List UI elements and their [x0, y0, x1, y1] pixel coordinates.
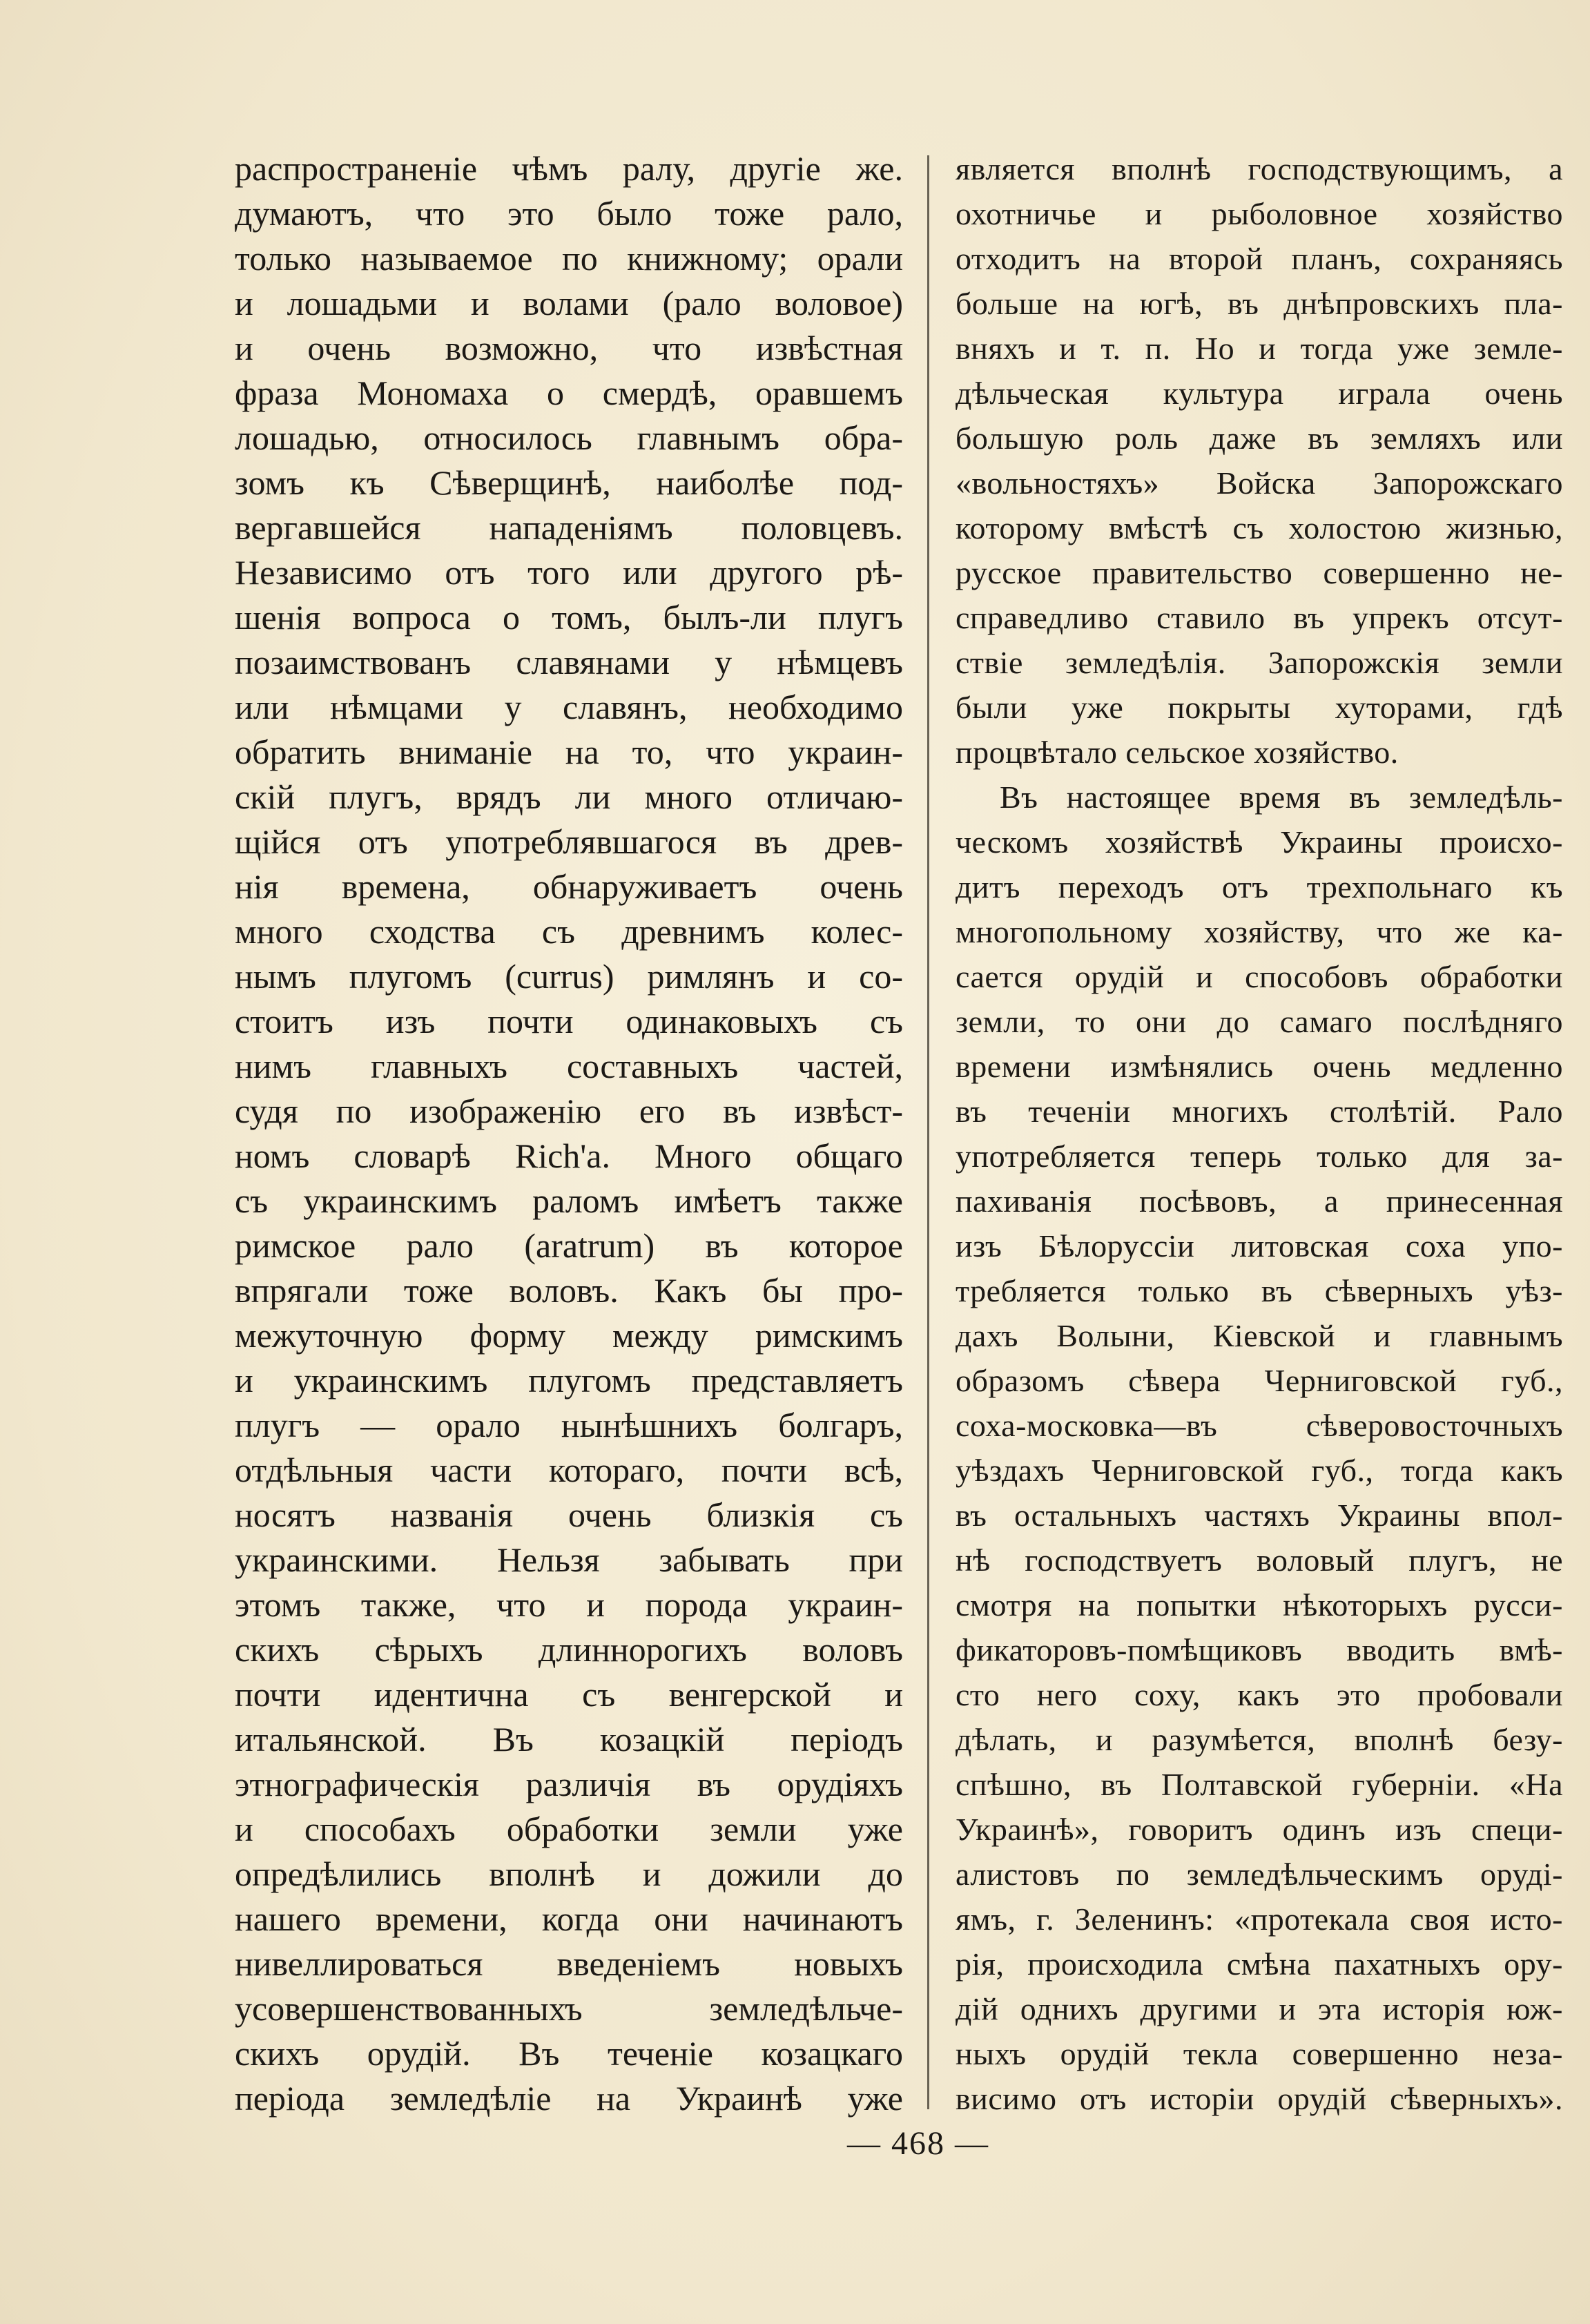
text-line: межуточную форму между римскимъ [235, 1316, 903, 1355]
page-number: — 468 — [847, 2125, 989, 2162]
text-line: усовершенствованныхъ земледѣльче- [235, 1989, 903, 2028]
text-line: итальянской. Въ козацкій періодъ [235, 1720, 903, 1759]
text-line: этнографическія различія въ орудіяхъ [235, 1765, 903, 1803]
text-line: и очень возможно, что извѣстная [235, 329, 903, 367]
text-line: отходитъ на второй планъ, сохраняясь [956, 241, 1563, 276]
text-line: образомъ сѣвера Черниговской губ., [956, 1363, 1563, 1398]
text-line: въ теченіи многихъ столѣтій. Рало [956, 1094, 1563, 1129]
text-line: нашего времени, когда они начинаютъ [235, 1899, 903, 1938]
column-divider [927, 155, 929, 2109]
text-line: алистовъ по земледѣльческимъ оруді- [956, 1857, 1563, 1892]
text-line: въ остальныхъ частяхъ Украины впол- [956, 1498, 1563, 1533]
left-text-column [235, 146, 903, 2121]
text-line: шенія вопроса о томъ, былъ-ли плугъ [235, 598, 903, 637]
right-text-column [956, 146, 1563, 2121]
text-line: носятъ названія очень близкія съ [235, 1495, 903, 1534]
text-line: соха-московка—въ сѣверовосточныхъ [956, 1408, 1563, 1443]
text-line: пахиванія посѣвовъ, а принесенная [956, 1183, 1563, 1219]
text-line: нія времена, обнаруживаетъ очень [235, 867, 903, 906]
text-line: ямъ, г. Зеленинъ: «протекала своя исто- [956, 1901, 1563, 1937]
text-line: уѣздахъ Черниговской губ., тогда какъ [956, 1453, 1563, 1488]
text-line: дахъ Волыни, Кіевской и главнымъ [956, 1318, 1563, 1353]
text-line: нымъ плугомъ (currus) римлянъ и со- [235, 957, 903, 996]
text-line: нивеллироваться введеніемъ новыхъ [235, 1944, 903, 1983]
text-line: распространеніе чѣмъ ралу, другіе же. [235, 149, 903, 188]
text-line: почти идентична съ венгерской и [235, 1675, 903, 1714]
text-line: больше на югѣ, въ днѣпровскихъ пла- [956, 286, 1563, 321]
text-line: «вольностяхъ» Войска Запорожскаго [956, 465, 1563, 501]
text-line: фраза Мономаха о смердѣ, оравшемъ [235, 374, 903, 412]
text-line: плугъ — орало нынѣшнихъ болгаръ, [235, 1406, 903, 1444]
text-line: стоитъ изъ почти одинаковыхъ съ [235, 1002, 903, 1040]
text-line: справедливо ставило въ упрекъ отсут- [956, 600, 1563, 635]
text-line: скій плугъ, врядъ ли много отличаю- [235, 777, 903, 816]
text-line: русское правительство совершенно не- [956, 555, 1563, 590]
text-line: позаимствованъ славянами у нѣмцевъ [235, 643, 903, 681]
text-line: спѣшно, въ Полтавской губерніи. «На [956, 1767, 1563, 1802]
text-line: многопольному хозяйству, что же ка- [956, 914, 1563, 949]
text-line: требляется только въ сѣверныхъ уѣз- [956, 1273, 1563, 1308]
text-line: смотря на попытки нѣкоторыхъ русси- [956, 1587, 1563, 1623]
text-line: скихъ орудій. Въ теченіе козацкаго [235, 2034, 903, 2073]
text-line: съ украинскимъ раломъ имѣетъ также [235, 1181, 903, 1220]
text-line: отдѣльныя части котораго, почти всѣ, [235, 1451, 903, 1489]
text-line: и лошадьми и волами (рало воловое) [235, 284, 903, 322]
text-line: обратить вниманіе на то, что украин- [235, 733, 903, 771]
text-line: нимъ главныхъ составныхъ частей, [235, 1047, 903, 1085]
text-line: земли, то они до самаго послѣдняго [956, 1004, 1563, 1039]
text-line: судя по изображенію его въ извѣст- [235, 1092, 903, 1130]
text-line: которому вмѣстѣ съ холостою жизнью, [956, 510, 1563, 545]
text-line: впрягали тоже воловъ. Какъ бы про- [235, 1271, 903, 1310]
text-line: употребляется теперь только для за- [956, 1139, 1563, 1174]
text-line: вняхъ и т. п. Но и тогда уже земле- [956, 331, 1563, 366]
text-line: Независимо отъ того или другого рѣ- [235, 553, 903, 592]
text-line: дѣлать, и разумѣется, вполнѣ безу- [956, 1722, 1563, 1757]
text-line: изъ Бѣлоруссіи литовская соха упо- [956, 1228, 1563, 1263]
text-line: и способахъ обработки земли уже [235, 1810, 903, 1848]
text-line: фикаторовъ-помѣщиковъ вводить вмѣ- [956, 1632, 1563, 1667]
text-line: щійся отъ употреблявшагося въ древ- [235, 822, 903, 861]
text-line: Украинѣ», говоритъ одинъ изъ специ- [956, 1812, 1563, 1847]
text-line: и украинскимъ плугомъ представляетъ [235, 1361, 903, 1400]
text-line: ныхъ орудій текла совершенно неза- [956, 2036, 1563, 2071]
text-line: зомъ къ Сѣверщинѣ, наиболѣе под- [235, 463, 903, 502]
text-line: сто него соху, какъ это пробовали [956, 1677, 1563, 1712]
text-line: времени измѣнялись очень медленно [956, 1049, 1563, 1084]
text-line: или нѣмцами у славянъ, необходимо [235, 688, 903, 726]
text-line: большую роль даже въ земляхъ или [956, 420, 1563, 456]
text-line: украинскими. Нельзя забывать при [235, 1540, 903, 1579]
text-line: ческомъ хозяйствѣ Украины происхо- [956, 824, 1563, 860]
text-line: римское рало (aratrum) въ которое [235, 1226, 903, 1265]
text-line: были уже покрыты хуторами, гдѣ [956, 690, 1563, 725]
text-line: Въ настоящее время въ земледѣль- [1000, 779, 1563, 815]
text-line: дій однихъ другими и эта исторія юж- [956, 1991, 1563, 2026]
text-line: является вполнѣ господствующимъ, а [956, 151, 1563, 186]
text-line: ствіе земледѣлія. Запорожскія земли [956, 645, 1563, 680]
text-line: дѣльческая культура играла очень [956, 376, 1563, 411]
text-line: опредѣлились вполнѣ и дожили до [235, 1855, 903, 1893]
text-line: дитъ переходъ отъ трехпольнаго къ [956, 869, 1563, 904]
text-line: періода земледѣліе на Украинѣ уже [235, 2079, 903, 2118]
text-line: сается орудій и способовъ обработки [956, 959, 1563, 994]
text-line: этомъ также, что и порода украин- [235, 1585, 903, 1624]
text-line: висимо отъ исторіи орудій сѣверныхъ». [956, 2081, 1563, 2116]
text-line: процвѣтало сельское хозяйство. [956, 735, 1399, 770]
text-line: скихъ сѣрыхъ длиннорогихъ воловъ [235, 1630, 903, 1669]
text-line: вергавшейся нападеніямъ половцевъ. [235, 508, 903, 547]
text-line: много сходства съ древнимъ колес- [235, 912, 903, 951]
text-line: лошадью, относилось главнымъ обра- [235, 418, 903, 457]
text-line: думаютъ, что это было тоже рало, [235, 194, 903, 233]
text-line: нѣ господствуетъ воловый плугъ, не [956, 1542, 1563, 1578]
text-line: рія, происходила смѣна пахатныхъ ору- [956, 1946, 1563, 1982]
text-line: номъ словарѣ Rich'a. Много общаго [235, 1136, 903, 1175]
text-line: только называемое по книжному; орали [235, 239, 903, 278]
text-line: охотничье и рыболовное хозяйство [956, 196, 1563, 231]
